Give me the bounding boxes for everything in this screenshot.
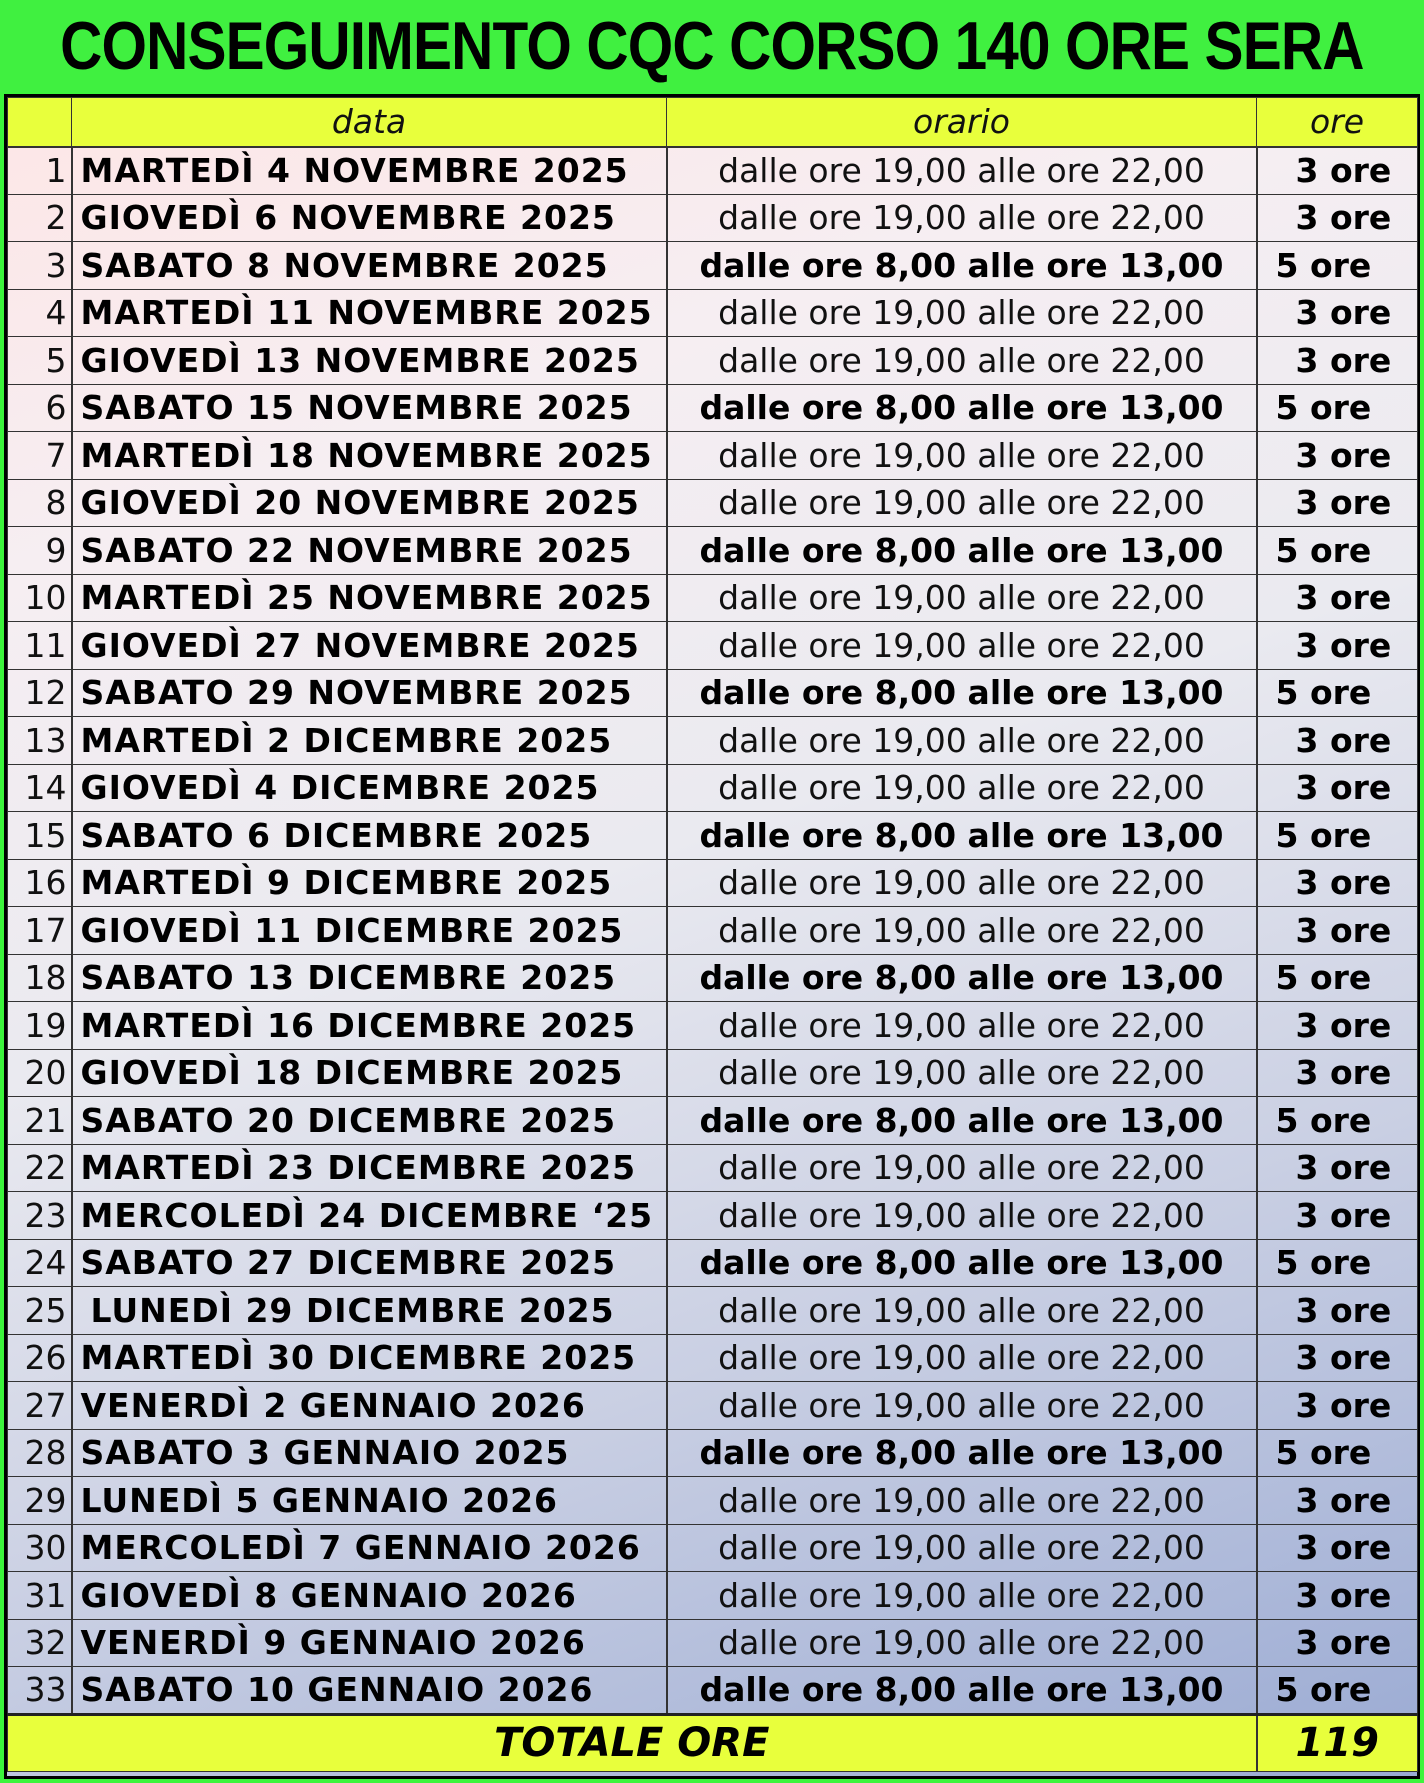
row-time: dalle ore 19,00 alle ore 22,00 xyxy=(667,1049,1257,1097)
row-hours: 5 ore xyxy=(1257,1429,1418,1477)
row-number: 8 xyxy=(8,479,72,527)
table-row xyxy=(8,1382,1418,1430)
table-row xyxy=(8,194,1418,242)
schedule-sheet xyxy=(4,94,1420,1779)
row-date: MARTEDÌ 2 DICEMBRE 2025 xyxy=(72,717,667,765)
row-number: 30 xyxy=(8,1524,72,1572)
row-time: dalle ore 19,00 alle ore 22,00 xyxy=(667,1144,1257,1192)
row-time: dalle ore 8,00 alle ore 13,00 xyxy=(667,1097,1257,1145)
row-number: 28 xyxy=(8,1429,72,1477)
table-row xyxy=(8,622,1418,670)
header-date: data xyxy=(72,98,667,147)
row-date: GIOVEDÌ 4 DICEMBRE 2025 xyxy=(72,764,667,812)
row-hours: 3 ore xyxy=(1257,764,1418,812)
row-time: dalle ore 19,00 alle ore 22,00 xyxy=(667,1524,1257,1572)
table-row xyxy=(8,384,1418,432)
row-number: 19 xyxy=(8,1002,72,1050)
row-time: dalle ore 19,00 alle ore 22,00 xyxy=(667,1619,1257,1667)
row-time: dalle ore 19,00 alle ore 22,00 xyxy=(667,574,1257,622)
table-row xyxy=(8,242,1418,290)
row-number: 2 xyxy=(8,194,72,242)
row-number: 9 xyxy=(8,527,72,575)
table-row xyxy=(8,1239,1418,1287)
row-date: SABATO 20 DICEMBRE 2025 xyxy=(72,1097,667,1145)
row-date: LUNEDÌ 29 DICEMBRE 2025 xyxy=(72,1287,667,1335)
row-time: dalle ore 8,00 alle ore 13,00 xyxy=(667,1239,1257,1287)
row-hours: 3 ore xyxy=(1257,194,1418,242)
row-number: 15 xyxy=(8,812,72,860)
row-date: SABATO 8 NOVEMBRE 2025 xyxy=(72,242,667,290)
row-time: dalle ore 19,00 alle ore 22,00 xyxy=(667,907,1257,955)
table-row xyxy=(8,1667,1418,1715)
total-value: 119 xyxy=(1257,1714,1418,1771)
table-row xyxy=(8,432,1418,480)
row-hours: 5 ore xyxy=(1257,384,1418,432)
schedule-table xyxy=(7,97,1418,1772)
row-hours: 3 ore xyxy=(1257,1619,1418,1667)
row-number: 13 xyxy=(8,717,72,765)
row-number: 17 xyxy=(8,907,72,955)
row-number: 26 xyxy=(8,1334,72,1382)
row-hours: 5 ore xyxy=(1257,812,1418,860)
row-time: dalle ore 8,00 alle ore 13,00 xyxy=(667,1429,1257,1477)
row-hours: 5 ore xyxy=(1257,242,1418,290)
row-number: 24 xyxy=(8,1239,72,1287)
row-date: SABATO 15 NOVEMBRE 2025 xyxy=(72,384,667,432)
table-row xyxy=(8,812,1418,860)
row-date: SABATO 6 DICEMBRE 2025 xyxy=(72,812,667,860)
row-hours: 3 ore xyxy=(1257,147,1418,195)
header-hours: ore xyxy=(1257,98,1418,147)
table-row xyxy=(8,1144,1418,1192)
row-time: dalle ore 8,00 alle ore 13,00 xyxy=(667,954,1257,1002)
table-row xyxy=(8,1097,1418,1145)
table-row xyxy=(8,1477,1418,1525)
row-date: MARTEDÌ 9 DICEMBRE 2025 xyxy=(72,859,667,907)
row-date: VENERDÌ 2 GENNAIO 2026 xyxy=(72,1382,667,1430)
row-time: dalle ore 19,00 alle ore 22,00 xyxy=(667,1002,1257,1050)
page-title: CONSEGUIMENTO CQC CORSO 140 ORE SERA xyxy=(60,8,1364,84)
row-hours: 3 ore xyxy=(1257,1382,1418,1430)
header-number xyxy=(8,98,72,147)
row-number: 11 xyxy=(8,622,72,670)
row-number: 27 xyxy=(8,1382,72,1430)
row-date: SABATO 3 GENNAIO 2025 xyxy=(72,1429,667,1477)
row-time: dalle ore 19,00 alle ore 22,00 xyxy=(667,717,1257,765)
row-date: GIOVEDÌ 11 DICEMBRE 2025 xyxy=(72,907,667,955)
table-row xyxy=(8,479,1418,527)
row-hours: 3 ore xyxy=(1257,432,1418,480)
row-date: GIOVEDÌ 13 NOVEMBRE 2025 xyxy=(72,337,667,385)
row-time: dalle ore 8,00 alle ore 13,00 xyxy=(667,527,1257,575)
row-hours: 3 ore xyxy=(1257,859,1418,907)
row-date: MERCOLEDÌ 7 GENNAIO 2026 xyxy=(72,1524,667,1572)
table-row xyxy=(8,289,1418,337)
row-hours: 3 ore xyxy=(1257,907,1418,955)
table-row xyxy=(8,147,1418,195)
row-hours: 5 ore xyxy=(1257,1667,1418,1715)
row-time: dalle ore 19,00 alle ore 22,00 xyxy=(667,432,1257,480)
table-row xyxy=(8,1192,1418,1240)
table-row xyxy=(8,527,1418,575)
row-date: MARTEDÌ 11 NOVEMBRE 2025 xyxy=(72,289,667,337)
row-hours: 3 ore xyxy=(1257,717,1418,765)
row-time: dalle ore 8,00 alle ore 13,00 xyxy=(667,669,1257,717)
row-number: 18 xyxy=(8,954,72,1002)
row-hours: 3 ore xyxy=(1257,622,1418,670)
row-hours: 3 ore xyxy=(1257,479,1418,527)
row-time: dalle ore 8,00 alle ore 13,00 xyxy=(667,242,1257,290)
row-date: MARTEDÌ 23 DICEMBRE 2025 xyxy=(72,1144,667,1192)
row-hours: 3 ore xyxy=(1257,1334,1418,1382)
table-row xyxy=(8,669,1418,717)
row-number: 7 xyxy=(8,432,72,480)
row-number: 1 xyxy=(8,147,72,195)
row-hours: 5 ore xyxy=(1257,1097,1418,1145)
row-date: SABATO 10 GENNAIO 2026 xyxy=(72,1667,667,1715)
row-time: dalle ore 19,00 alle ore 22,00 xyxy=(667,337,1257,385)
row-number: 29 xyxy=(8,1477,72,1525)
table-row xyxy=(8,954,1418,1002)
row-time: dalle ore 19,00 alle ore 22,00 xyxy=(667,1192,1257,1240)
row-date: MARTEDÌ 25 NOVEMBRE 2025 xyxy=(72,574,667,622)
row-time: dalle ore 19,00 alle ore 22,00 xyxy=(667,1334,1257,1382)
row-time: dalle ore 8,00 alle ore 13,00 xyxy=(667,384,1257,432)
row-date: MERCOLEDÌ 24 DICEMBRE ‘25 xyxy=(72,1192,667,1240)
row-date: MARTEDÌ 30 DICEMBRE 2025 xyxy=(72,1334,667,1382)
row-number: 16 xyxy=(8,859,72,907)
row-time: dalle ore 19,00 alle ore 22,00 xyxy=(667,1382,1257,1430)
table-row xyxy=(8,1002,1418,1050)
row-time: dalle ore 19,00 alle ore 22,00 xyxy=(667,622,1257,670)
row-number: 14 xyxy=(8,764,72,812)
table-row xyxy=(8,907,1418,955)
row-hours: 5 ore xyxy=(1257,1239,1418,1287)
row-hours: 3 ore xyxy=(1257,337,1418,385)
row-time: dalle ore 19,00 alle ore 22,00 xyxy=(667,147,1257,195)
row-time: dalle ore 19,00 alle ore 22,00 xyxy=(667,479,1257,527)
row-date: GIOVEDÌ 18 DICEMBRE 2025 xyxy=(72,1049,667,1097)
row-number: 4 xyxy=(8,289,72,337)
row-time: dalle ore 19,00 alle ore 22,00 xyxy=(667,1287,1257,1335)
title-banner xyxy=(0,0,1424,92)
row-date: MARTEDÌ 18 NOVEMBRE 2025 xyxy=(72,432,667,480)
row-date: SABATO 22 NOVEMBRE 2025 xyxy=(72,527,667,575)
row-time: dalle ore 19,00 alle ore 22,00 xyxy=(667,194,1257,242)
row-number: 12 xyxy=(8,669,72,717)
row-time: dalle ore 8,00 alle ore 13,00 xyxy=(667,1667,1257,1715)
total-label: TOTALE ORE xyxy=(8,1714,1257,1771)
row-hours: 3 ore xyxy=(1257,1192,1418,1240)
row-number: 22 xyxy=(8,1144,72,1192)
row-hours: 3 ore xyxy=(1257,1572,1418,1620)
row-hours: 3 ore xyxy=(1257,1524,1418,1572)
row-date: VENERDÌ 9 GENNAIO 2026 xyxy=(72,1619,667,1667)
row-number: 25 xyxy=(8,1287,72,1335)
table-row xyxy=(8,1524,1418,1572)
row-date: MARTEDÌ 16 DICEMBRE 2025 xyxy=(72,1002,667,1050)
row-hours: 5 ore xyxy=(1257,954,1418,1002)
row-date: GIOVEDÌ 6 NOVEMBRE 2025 xyxy=(72,194,667,242)
table-row xyxy=(8,1619,1418,1667)
table-row xyxy=(8,574,1418,622)
row-time: dalle ore 19,00 alle ore 22,00 xyxy=(667,1477,1257,1525)
row-hours: 3 ore xyxy=(1257,1002,1418,1050)
table-row xyxy=(8,717,1418,765)
table-row xyxy=(8,1429,1418,1477)
row-date: GIOVEDÌ 8 GENNAIO 2026 xyxy=(72,1572,667,1620)
row-hours: 3 ore xyxy=(1257,1049,1418,1097)
row-date: MARTEDÌ 4 NOVEMBRE 2025 xyxy=(72,147,667,195)
row-date: GIOVEDÌ 20 NOVEMBRE 2025 xyxy=(72,479,667,527)
row-number: 5 xyxy=(8,337,72,385)
row-time: dalle ore 19,00 alle ore 22,00 xyxy=(667,1572,1257,1620)
row-date: SABATO 13 DICEMBRE 2025 xyxy=(72,954,667,1002)
row-date: GIOVEDÌ 27 NOVEMBRE 2025 xyxy=(72,622,667,670)
row-time: dalle ore 8,00 alle ore 13,00 xyxy=(667,812,1257,860)
table-row xyxy=(8,859,1418,907)
row-number: 20 xyxy=(8,1049,72,1097)
row-number: 6 xyxy=(8,384,72,432)
table-row xyxy=(8,1049,1418,1097)
table-row xyxy=(8,1287,1418,1335)
row-hours: 5 ore xyxy=(1257,669,1418,717)
row-number: 10 xyxy=(8,574,72,622)
row-date: LUNEDÌ 5 GENNAIO 2026 xyxy=(72,1477,667,1525)
row-hours: 3 ore xyxy=(1257,1477,1418,1525)
row-date: SABATO 27 DICEMBRE 2025 xyxy=(72,1239,667,1287)
row-number: 3 xyxy=(8,242,72,290)
row-number: 23 xyxy=(8,1192,72,1240)
row-hours: 3 ore xyxy=(1257,1144,1418,1192)
row-hours: 5 ore xyxy=(1257,527,1418,575)
table-row xyxy=(8,1572,1418,1620)
row-time: dalle ore 19,00 alle ore 22,00 xyxy=(667,764,1257,812)
row-hours: 3 ore xyxy=(1257,574,1418,622)
row-time: dalle ore 19,00 alle ore 22,00 xyxy=(667,859,1257,907)
header-time: orario xyxy=(667,98,1257,147)
table-header-row xyxy=(8,98,1418,147)
total-row xyxy=(8,1714,1418,1771)
table-body xyxy=(8,147,1418,1715)
table-row xyxy=(8,337,1418,385)
row-number: 33 xyxy=(8,1667,72,1715)
row-number: 21 xyxy=(8,1097,72,1145)
table-row xyxy=(8,1334,1418,1382)
row-time: dalle ore 19,00 alle ore 22,00 xyxy=(667,289,1257,337)
row-date: SABATO 29 NOVEMBRE 2025 xyxy=(72,669,667,717)
row-number: 31 xyxy=(8,1572,72,1620)
row-hours: 3 ore xyxy=(1257,1287,1418,1335)
row-hours: 3 ore xyxy=(1257,289,1418,337)
row-number: 32 xyxy=(8,1619,72,1667)
table-row xyxy=(8,764,1418,812)
